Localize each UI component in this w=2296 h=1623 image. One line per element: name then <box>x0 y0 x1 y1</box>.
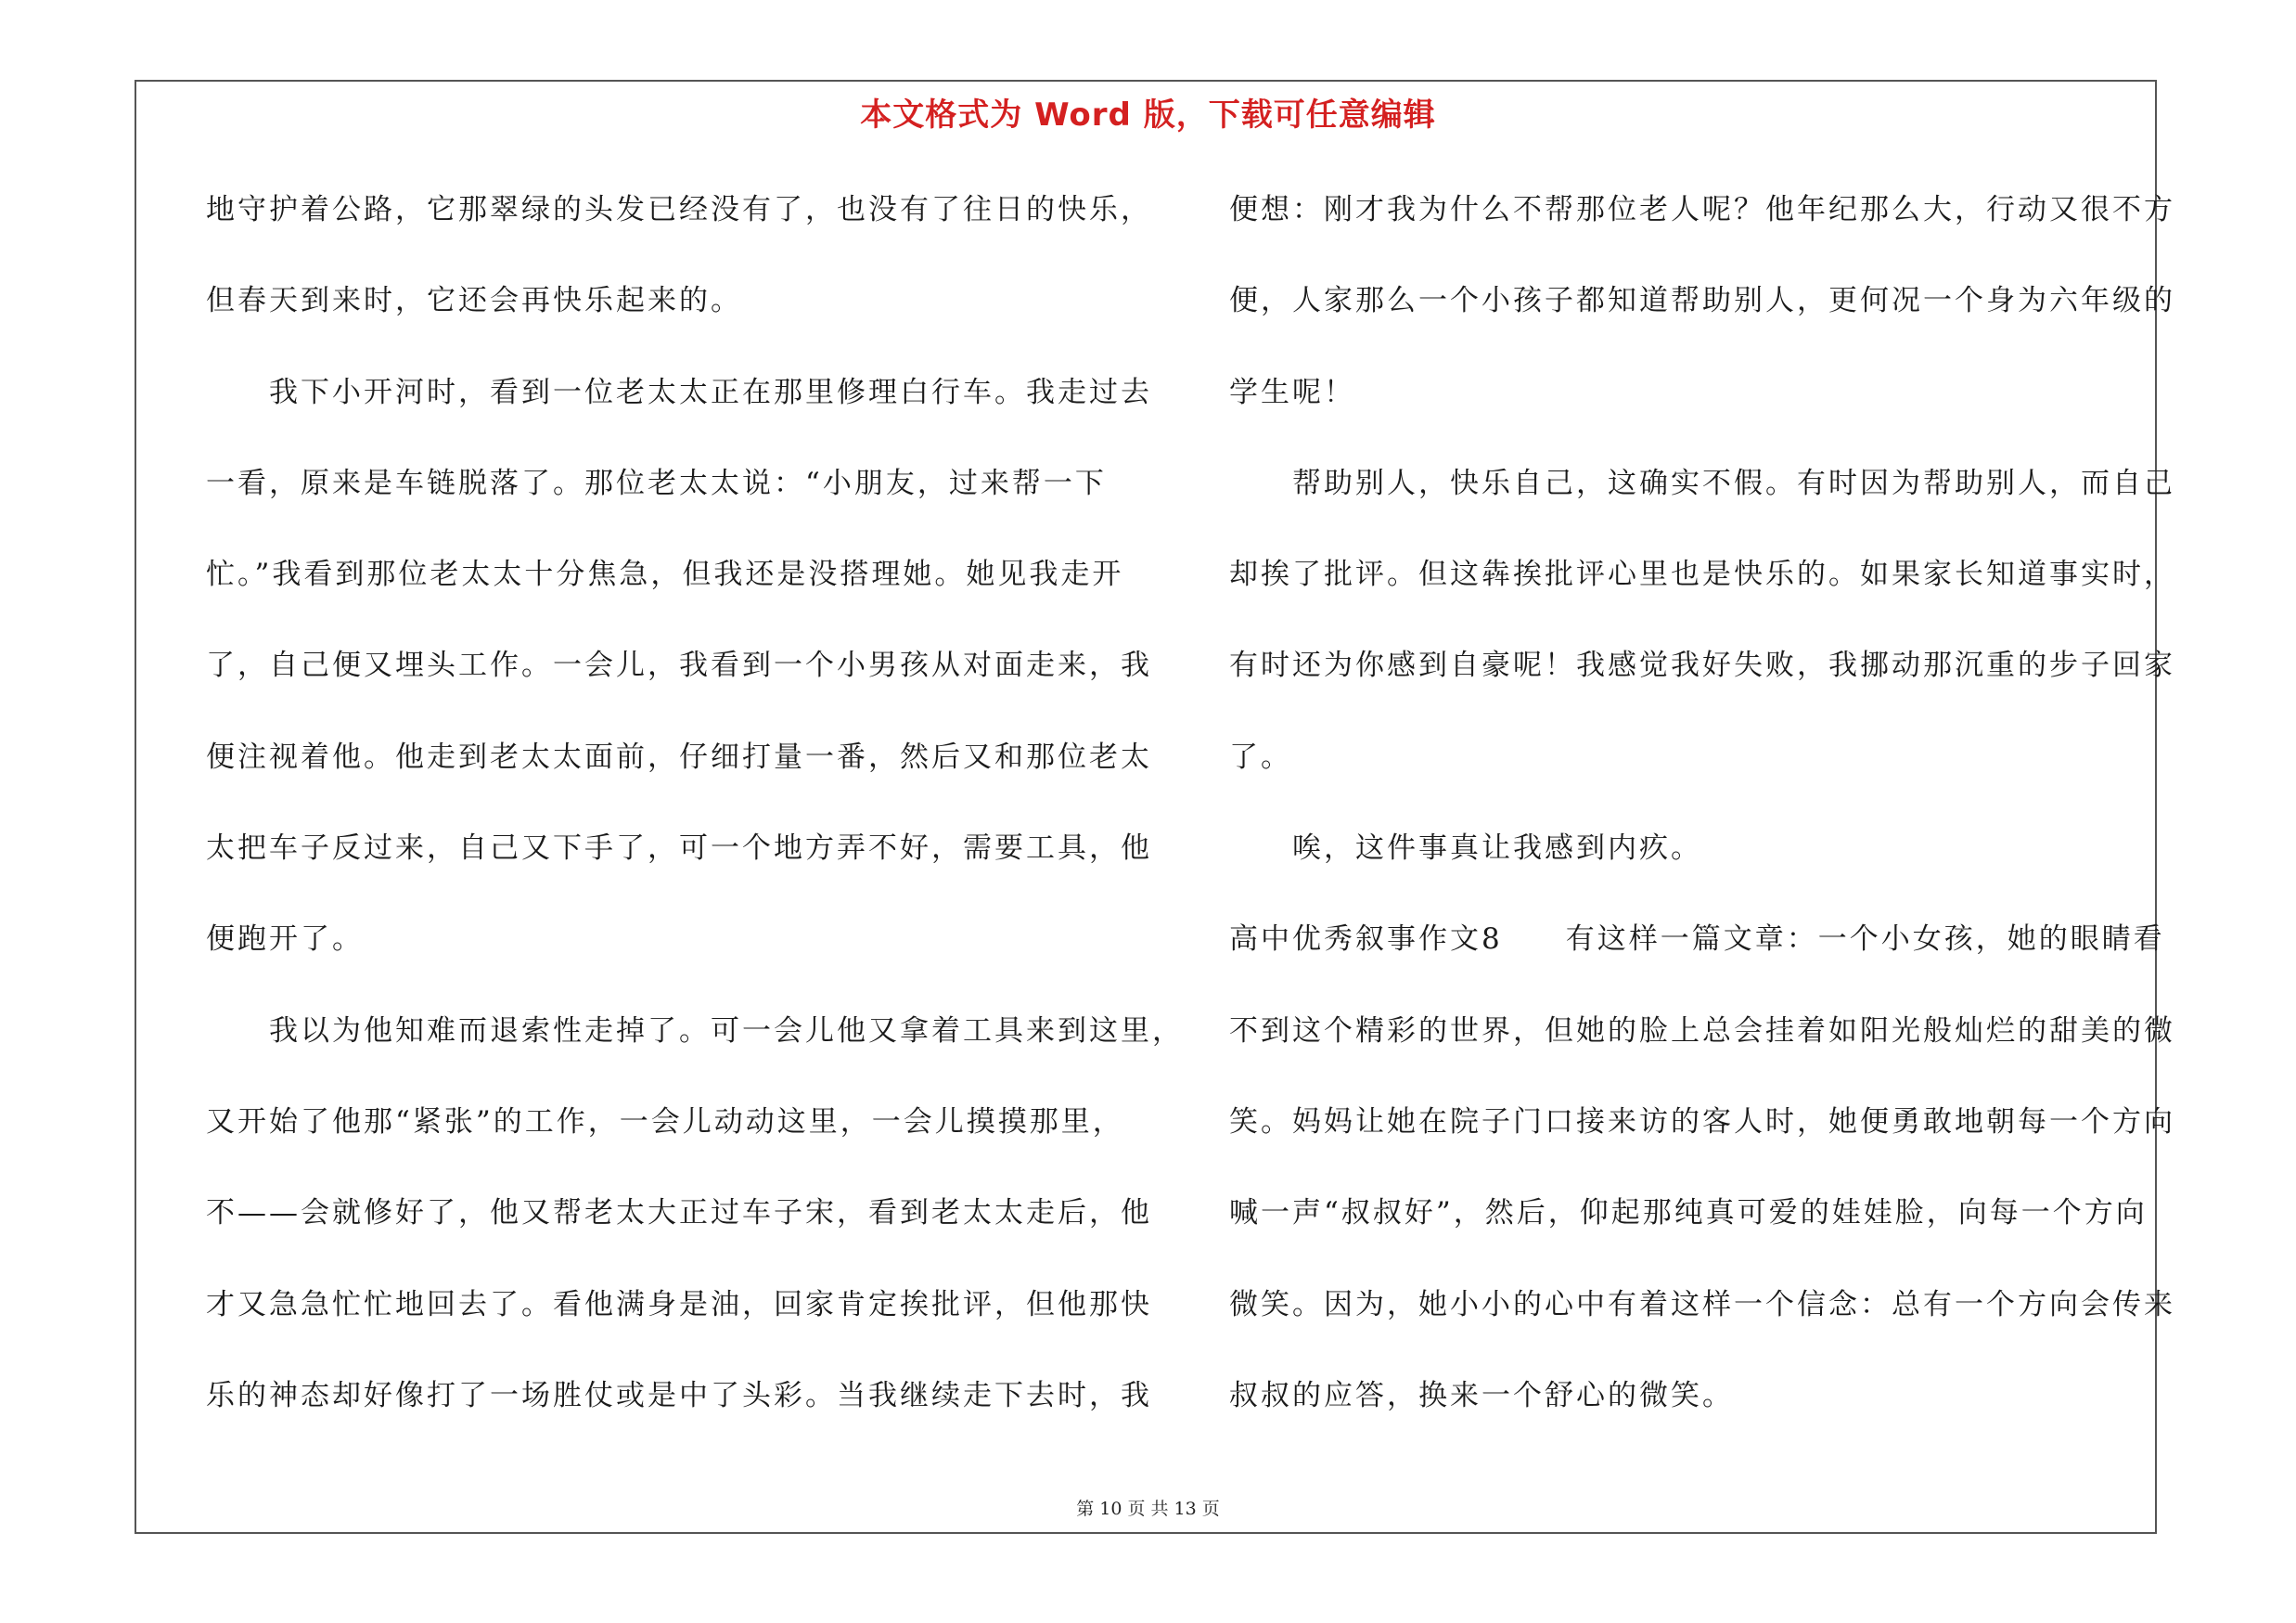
paragraph-line: 我以为他知难而退索性走掉了。可一会儿他又拿着工具来到这里， <box>206 1013 1184 1048</box>
paragraph-line: 我下小开河时，看到一位老太太正在那里修理白行车。我走过去 <box>206 375 1152 409</box>
paragraph-line: 不到这个精彩的世界，但她的脸上总会挂着如阳光般灿烂的甜美的微 <box>1229 1013 2175 1048</box>
paragraph-line: 喊一声“叔叔好”，然后，仰起那纯真可爱的娃娃脸，向每一个方向 <box>1229 1196 2148 1230</box>
paragraph-line: 太把车子反过来，自己又下手了，可一个地方弄不好，需要工具，他 <box>206 831 1152 866</box>
paragraph-line: 不——会就修好了，他又帮老太大正过车子宋，看到老太太走后，他 <box>206 1196 1152 1230</box>
essay-heading-line: 高中优秀叙事作文8 有这样一篇文章：一个小女孩，她的眼睛看 <box>1229 922 2165 957</box>
right-column <box>1229 186 2175 1462</box>
paragraph-line: 微笑。因为，她小小的心中有着这样一个信念：总有一个方向会传来 <box>1229 1287 2175 1321</box>
paragraph-line: 叔叔的应答，换来一个舒心的微笑。 <box>1229 1378 1734 1412</box>
paragraph-line: 却挨了批评。但这犇挨批评心里也是快乐的。如果家长知道事实时， <box>1229 558 2175 592</box>
paragraph-line: 了，自己便又埋头工作。一会儿，我看到一个小男孩从对面走来，我 <box>206 649 1152 683</box>
paragraph-line: 笑。妈妈让她在院子门口接来访的客人时，她便勇敢地朝每一个方向 <box>1229 1104 2175 1139</box>
paragraph-line: 学生呢！ <box>1229 375 1355 409</box>
paragraph-line: 便想：刚才我为什么不帮那位老人呢？他年纪那么大，行动又很不方 <box>1229 193 2175 226</box>
paragraph-line: 唉，这件事真让我感到内疚。 <box>1229 831 1702 866</box>
paragraph-line: 忙。”我看到那位老太太十分焦急，但我还是没搭理她。她见我走开 <box>206 558 1124 592</box>
paragraph-line: 有时还为你感到自豪呢！我感觉我好失败，我挪动那沉重的步子回家 <box>1229 649 2175 683</box>
left-column <box>206 186 1184 1462</box>
paragraph-line: 才又急急忙忙地回去了。看他满身是油，回家肯定挨批评，但他那快 <box>206 1287 1152 1321</box>
paragraph-line: 地守护着公路，它那翠绿的头发已经没有了，也没有了往日的快乐， <box>206 193 1152 226</box>
format-banner: 本文格式为 Word 版，下载可任意编辑 <box>860 97 1436 134</box>
paragraph-line: 一看，原来是车链脱落了。那位老太太说：“小朋友，过来帮一下 <box>206 466 1107 500</box>
paragraph-line: 便注视着他。他走到老太太面前，仔细打量一番，然后又和那位老太 <box>206 740 1152 774</box>
paragraph-line: 又开始了他那“紧张”的工作，一会儿动动这里，一会儿摸摸那里， <box>206 1104 1124 1139</box>
paragraph-line: 便跑开了。 <box>206 922 364 957</box>
paragraph-line: 了。 <box>1229 740 1292 774</box>
page-number: 第 10 页 共 13 页 <box>1076 1499 1220 1519</box>
paragraph-line: 帮助别人，快乐自己，这确实不假。有时因为帮助别人，而自己 <box>1229 466 2175 500</box>
paragraph-line: 便，人家那么一个小孩子都知道帮助别人，更何况一个身为六年级的 <box>1229 284 2175 318</box>
paragraph-line: 乐的神态却好像打了一场胜仗或是中了头彩。当我继续走下去时，我 <box>206 1378 1152 1412</box>
paragraph-line: 但春天到来时，它还会再快乐起来的。 <box>206 284 742 318</box>
